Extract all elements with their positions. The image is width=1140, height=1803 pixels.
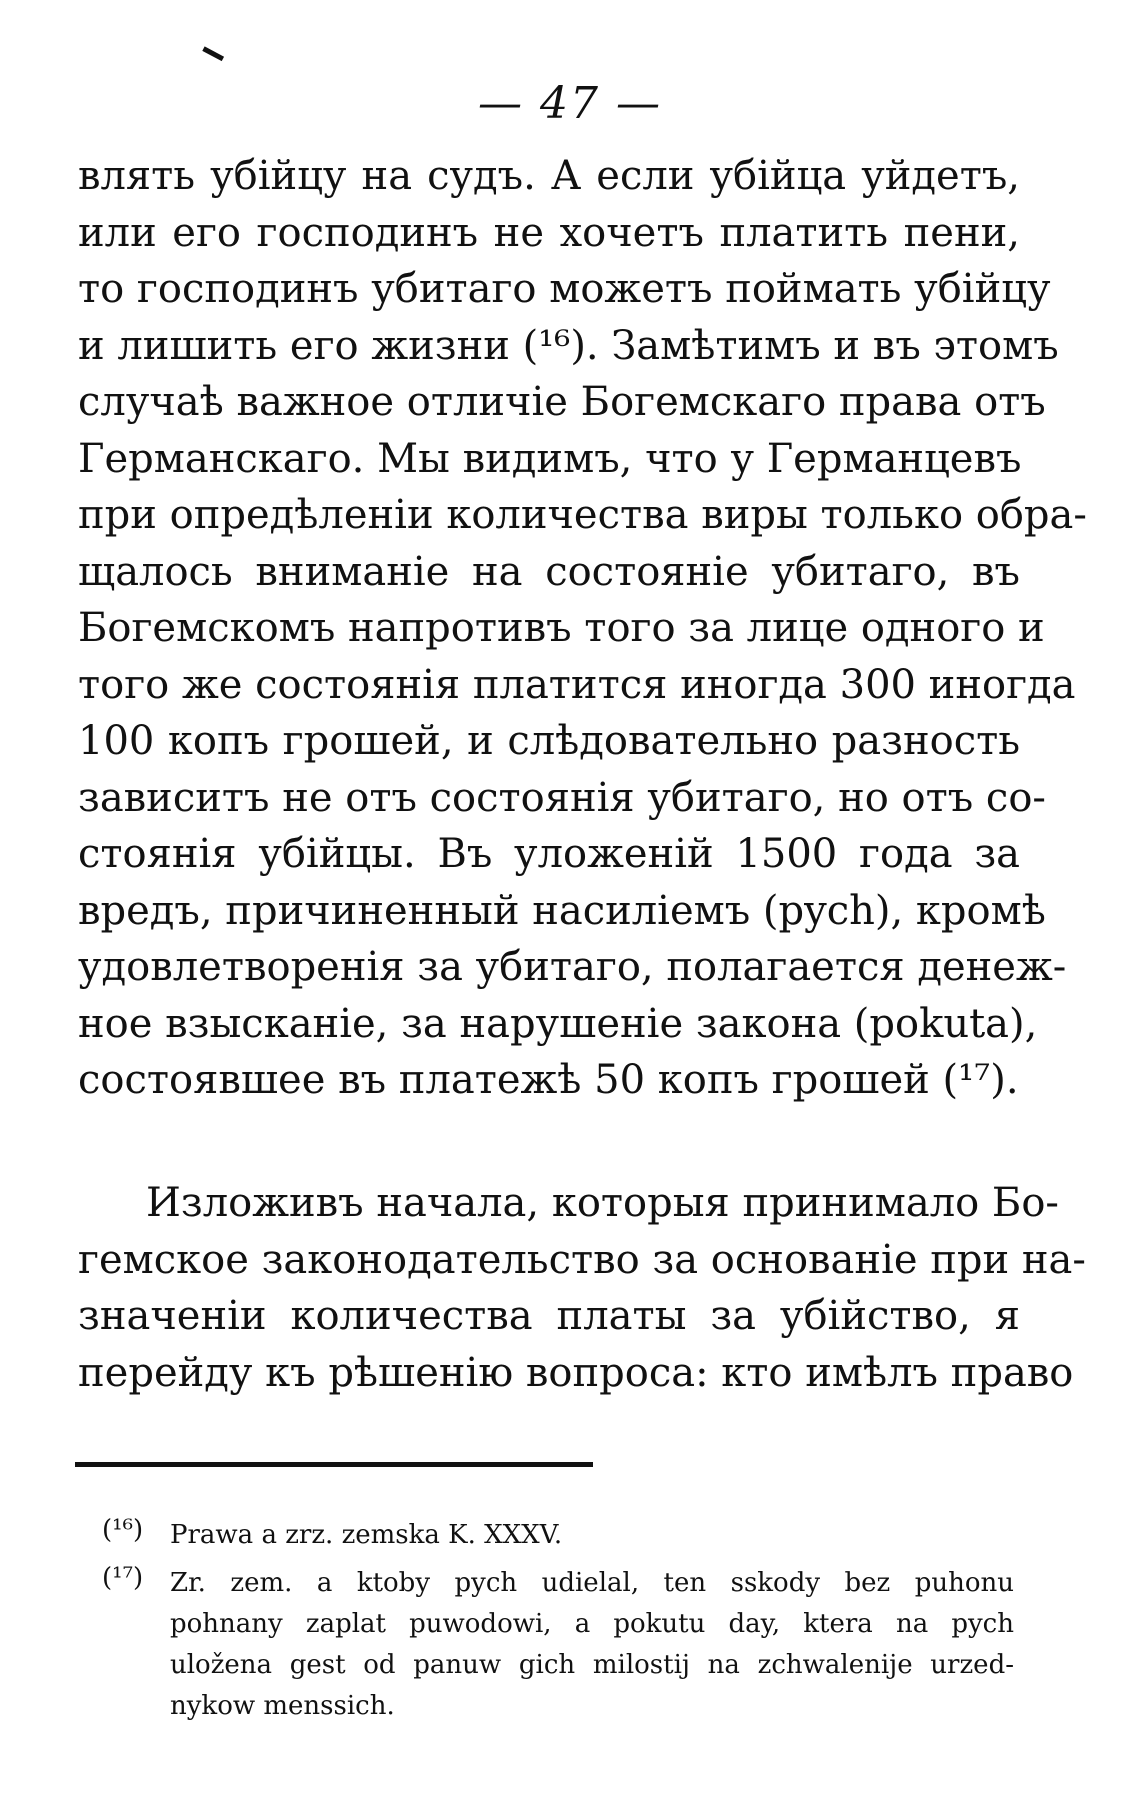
ink-mark: [202, 36, 229, 61]
text-line: удовлетворенія за убитаго, полагается денеж-: [78, 944, 1067, 990]
text-line: перейду къ рѣшенію вопроса: кто имѣлъ право: [78, 1349, 1074, 1396]
text-line: и лишить его жизни (¹⁶). Замѣтимъ и въ этомъ: [78, 322, 1059, 369]
text-line: значеніи количества платы за убійство, я: [78, 1293, 1020, 1339]
text-line: стоянія убійцы. Въ уложеній 1500 года за: [78, 831, 1020, 877]
text-line: гемское законодательство за основаніе при на-: [78, 1236, 1086, 1283]
text-line: то господинъ убитаго можетъ поймать убійцу: [78, 266, 1051, 312]
footnote-line: Zr. zem. a ktoby pych udielal, ten sskody bez puhonu: [170, 1568, 1014, 1598]
text-line: вредъ, причиненный насиліемъ (pych), кромѣ: [78, 887, 1046, 934]
footnote-17: [102, 1563, 1014, 1727]
footnote-divider: [75, 1462, 593, 1467]
text-line: ное взысканіе, за нарушеніе закона (pokuta),: [78, 1000, 1038, 1047]
paragraph-1: [78, 148, 1087, 1109]
text-line: того же состоянія платится иногда 300 иногда: [78, 661, 1076, 708]
text-line: случаѣ важное отличіе Богемскаго права отъ: [78, 379, 1046, 425]
footnote-line: pohnany zaplat puwodowi, a pokutu day, ktera na pych: [170, 1609, 1014, 1639]
text-line: зависитъ не отъ состоянія убитаго, но отъ со-: [78, 774, 1046, 821]
text-line: 100 копъ грошей, и слѣдовательно разность: [78, 718, 1020, 764]
paragraph-2: [78, 1175, 1086, 1401]
footnotes: [102, 1515, 1014, 1727]
footnote-line: nykow menssich.: [170, 1691, 395, 1721]
footnote-line: Prawa a zrz. zemska K. XXXV.: [170, 1520, 563, 1550]
text-line: Германскаго. Мы видимъ, что у Германцевъ: [78, 435, 1022, 482]
text-line: Богемскомъ напротивъ того за лице одного и: [78, 605, 1045, 651]
footnote-number: (¹⁶): [102, 1515, 144, 1545]
text-line: при опредѣленіи количества виры только обра-: [78, 492, 1087, 538]
text-line: состоявшее въ платежѣ 50 копъ грошей (¹⁷).: [78, 1057, 1019, 1103]
text-line: или его господинъ не хочетъ платить пени,: [78, 209, 1020, 256]
text-line: Изложивъ начала, которыя принимало Бо-: [146, 1180, 1059, 1226]
text-line: влять убійцу на судъ. А если убійца уйдетъ,: [78, 153, 1020, 199]
footnote-number: (¹⁷): [102, 1563, 144, 1593]
footnote-16: [102, 1515, 1014, 1556]
page-number: — 47 —: [478, 78, 662, 129]
footnote-line: uložena gest od panuw gich milostij na zchwalenije urzed-: [170, 1650, 1014, 1680]
text-line: щалось вниманіе на состояніе убитаго, въ: [78, 548, 1020, 595]
